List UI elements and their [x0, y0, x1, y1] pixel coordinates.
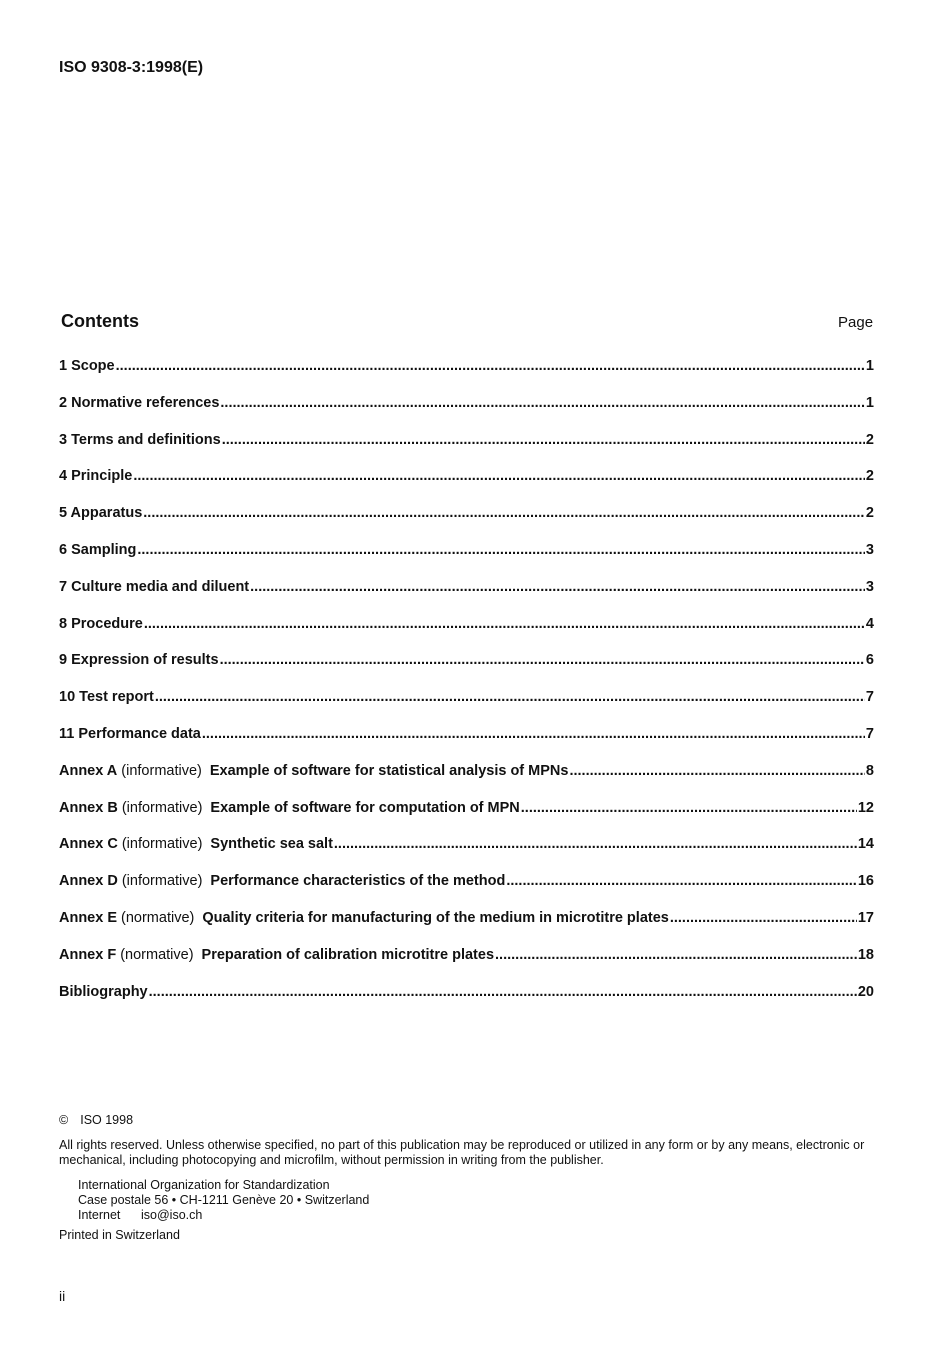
annex-type: (normative)	[121, 909, 195, 926]
dot-leader	[521, 800, 857, 816]
toc-entry-bibliography[interactable]	[59, 984, 874, 1021]
toc-entry-sampling[interactable]	[59, 542, 874, 579]
dot-leader	[250, 579, 865, 595]
toc-entry-title: Bibliography	[59, 983, 148, 1000]
annex-label: Annex F	[59, 946, 117, 963]
toc-entry-title: 1 Scope	[59, 358, 115, 374]
toc-entry-page: 3	[865, 578, 874, 595]
dot-leader	[506, 873, 857, 889]
toc-entry-page: 1	[865, 358, 874, 374]
toc-entry-page: 12	[857, 799, 874, 816]
toc-entry-title: 8 Procedure	[59, 615, 143, 632]
toc-entry-page: 20	[857, 983, 874, 1000]
toc-entry-culture-media[interactable]	[59, 579, 874, 616]
dot-leader	[155, 689, 865, 705]
toc-entry-title: Performance characteristics of the method	[210, 873, 506, 890]
dot-leader	[149, 984, 857, 1000]
dot-leader	[334, 836, 857, 852]
toc-entry-annex-e[interactable]	[59, 910, 874, 947]
annex-label: Annex D	[59, 873, 118, 890]
toc-entry-title: Quality criteria for manufacturing of the medium in microtitre plates	[202, 909, 669, 926]
toc-entry-page: 17	[857, 909, 874, 926]
dot-leader	[495, 947, 857, 963]
dot-leader	[133, 468, 865, 484]
toc-entry-title: 5 Apparatus	[59, 505, 143, 522]
annex-label: Annex E	[59, 909, 118, 926]
toc-entry-expression-results[interactable]	[59, 652, 874, 689]
toc-entry-page: 16	[857, 873, 874, 890]
dot-leader	[202, 726, 865, 742]
toc-entry-page: 2	[865, 431, 874, 448]
copyright-text: ISO 1998	[80, 1113, 134, 1127]
dot-leader	[143, 505, 865, 521]
toc-entry-performance-data[interactable]	[59, 726, 874, 763]
contents-heading: Contents	[61, 311, 139, 331]
toc-entry-page: 3	[865, 541, 874, 558]
toc-entry-page: 18	[857, 946, 874, 963]
toc-entry-page: 7	[865, 689, 874, 706]
toc-entry-test-report[interactable]	[59, 689, 874, 726]
printed-location: Printed in Switzerland	[59, 1228, 180, 1242]
toc-entry-title: Synthetic sea salt	[210, 836, 333, 853]
annex-type: (informative)	[121, 836, 203, 853]
toc-entry-normative-references[interactable]	[59, 395, 874, 432]
toc-entry-principle[interactable]	[59, 468, 874, 505]
dot-leader	[220, 652, 865, 668]
annex-label: Annex A	[59, 762, 118, 779]
toc-entry-title: 9 Expression of results	[59, 652, 219, 669]
toc-entry-title: 7 Culture media and diluent	[59, 578, 250, 595]
toc-entry-annex-f[interactable]	[59, 947, 874, 984]
toc-entry-page: 6	[865, 652, 874, 669]
dot-leader	[220, 395, 865, 411]
toc-entry-page: 7	[865, 725, 874, 742]
annex-type: (normative)	[120, 946, 194, 963]
toc-entry-page: 4	[865, 615, 874, 632]
toc-entry-title: 6 Sampling	[59, 541, 137, 558]
toc-entry-title: 2 Normative references	[59, 394, 220, 411]
annex-type: (informative)	[121, 762, 202, 779]
internet-email[interactable]: iso@iso.ch	[141, 1208, 203, 1222]
org-address: Case postale 56 • CH-1211 Genève 20 • Switzerland	[78, 1193, 370, 1207]
toc-entry-page: 14	[857, 836, 874, 853]
toc-entry-terms-definitions[interactable]	[59, 432, 874, 469]
toc-entry-annex-b[interactable]	[59, 800, 874, 837]
dot-leader	[569, 763, 864, 779]
annex-label: Annex C	[59, 836, 118, 853]
toc-entry-apparatus[interactable]	[59, 505, 874, 542]
copyright-line	[59, 1113, 133, 1127]
toc-entry-page: 2	[865, 505, 874, 522]
toc-entry-page: 2	[865, 468, 874, 485]
dot-leader	[137, 542, 865, 558]
toc-entry-annex-a[interactable]	[59, 763, 874, 800]
toc-entry-title: 3 Terms and definitions	[59, 431, 221, 448]
page-number: ii	[59, 1288, 66, 1304]
annex-type: (informative)	[121, 799, 203, 816]
toc-entry-title: 4 Principle	[59, 468, 133, 485]
page-column-label: Page	[838, 314, 874, 331]
internet-label: Internet	[78, 1208, 121, 1222]
internet-line	[78, 1208, 369, 1223]
toc-entry-page: 8	[865, 762, 874, 779]
table-of-contents	[59, 358, 874, 1020]
dot-leader	[222, 432, 865, 448]
annex-type: (informative)	[121, 873, 203, 890]
publisher-address	[78, 1178, 369, 1223]
toc-entry-annex-d[interactable]	[59, 873, 874, 910]
dot-leader	[670, 910, 857, 926]
rights-notice: All rights reserved. Unless otherwise specified, no part of this publication may be reproduced or utilized in any form or by any means, electronic or mechanical, including photocopying and microfilm, without permission in writing from the publisher.	[59, 1138, 865, 1167]
org-name: International Organization for Standardization	[78, 1178, 330, 1192]
toc-entry-scope[interactable]	[59, 358, 874, 395]
toc-entry-title: Example of software for statistical analysis of MPNs	[209, 762, 569, 779]
dot-leader	[116, 358, 865, 374]
annex-label: Annex B	[59, 799, 118, 816]
toc-entry-title: 11 Performance data	[59, 725, 201, 742]
copyright-icon: ©	[59, 1113, 69, 1127]
toc-entry-title: 10 Test report	[59, 689, 154, 706]
toc-entry-procedure[interactable]	[59, 616, 874, 653]
toc-entry-title: Preparation of calibration microtitre plates	[201, 946, 495, 963]
toc-entry-annex-c[interactable]	[59, 836, 874, 873]
document-id: ISO 9308-3:1998(E)	[59, 59, 204, 76]
toc-entry-page: 1	[865, 394, 874, 411]
toc-entry-title: Example of software for computation of MPN	[210, 799, 520, 816]
dot-leader	[144, 616, 865, 632]
